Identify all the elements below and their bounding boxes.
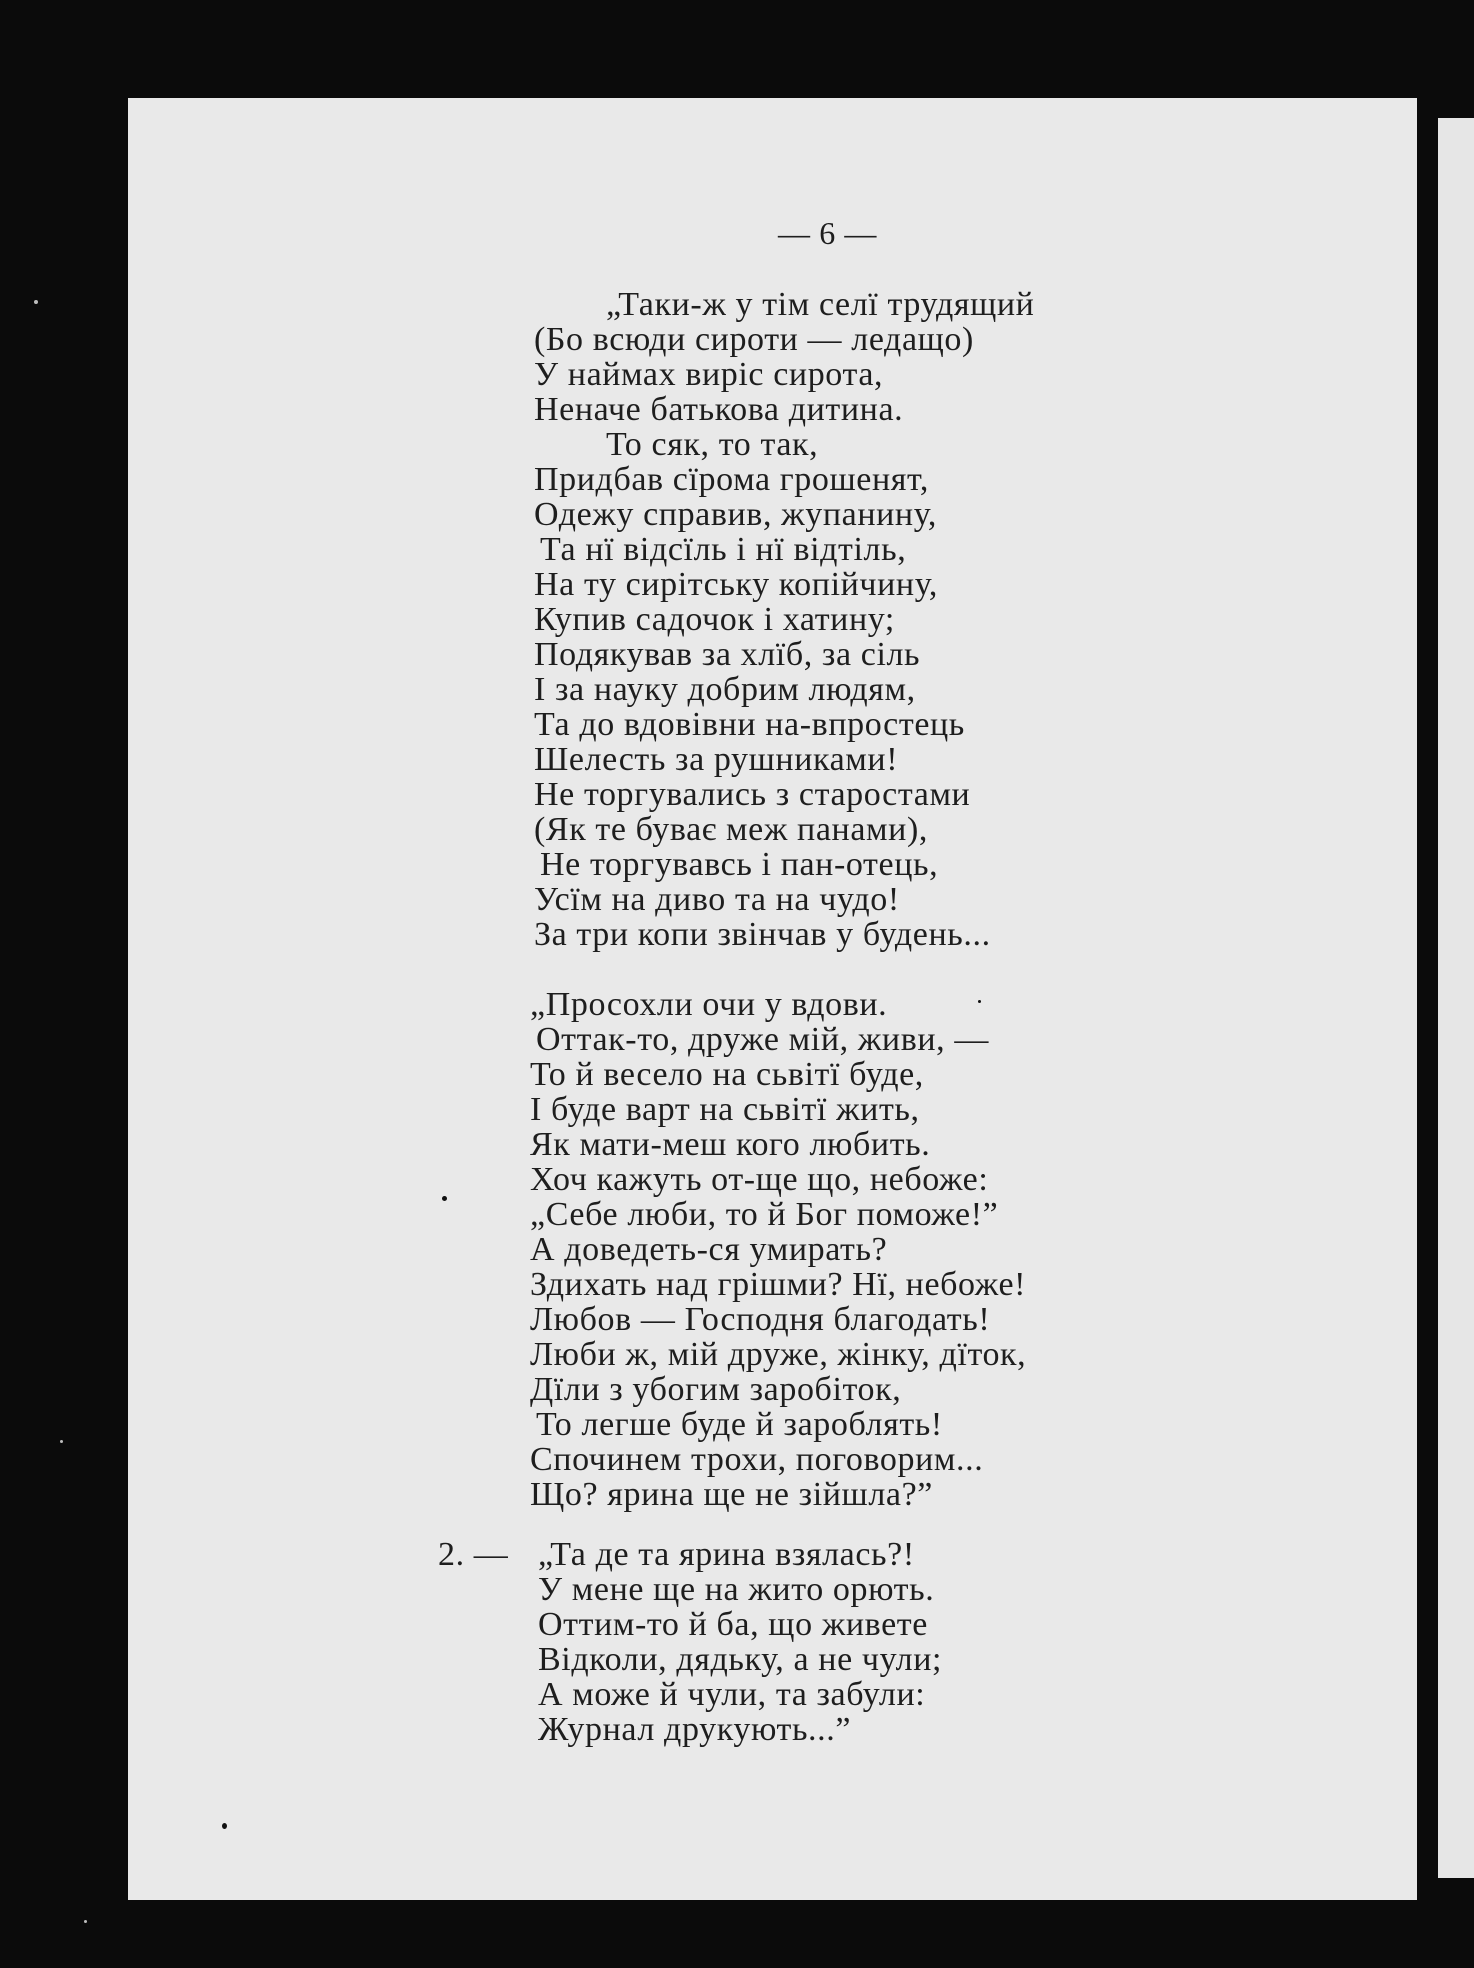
poem-line: Придбав сїрома грошенят, xyxy=(534,461,930,498)
ink-speck xyxy=(442,1196,447,1201)
poem-line: Як мати-меш кого любить. xyxy=(530,1126,931,1163)
poem-line: Здихать над грішми? Нї, небоже! xyxy=(530,1266,1027,1303)
poem-line: „Та де та ярина взялась?! xyxy=(538,1536,915,1573)
poem-line: (Бо всюди сироти — ледащо) xyxy=(534,321,974,358)
poem-line: А доведеть-ся умирать? xyxy=(530,1231,888,1268)
scan-speck xyxy=(34,300,38,304)
poem-line: А може й чули, та забули: xyxy=(538,1676,926,1713)
poem-line: То сяк, то так, xyxy=(606,426,819,463)
poem-line: Подякував за хлїб, за сіль xyxy=(534,636,921,673)
poem-line: Та до вдовівни на-впростець xyxy=(534,706,965,743)
poem-line: Хоч кажуть от-ще що, небоже: xyxy=(530,1161,989,1198)
poem-line: Усїм на диво та на чудо! xyxy=(534,881,900,918)
poem-line: Купив садочок і хатину; xyxy=(534,601,895,638)
poem-line: Журнал друкують...” xyxy=(538,1711,852,1748)
poem-line: У мене ще на жито орють. xyxy=(538,1571,935,1608)
facing-page-edge xyxy=(1438,118,1474,1878)
poem-line: Та нї відсїль і нї відтіль, xyxy=(540,531,907,568)
scan-speck xyxy=(84,1920,87,1923)
poem-line: І за науку добрим людям, xyxy=(534,671,916,708)
poem-line: Неначе батькова дитина. xyxy=(534,391,904,428)
poem-line: На ту сирітську копійчину, xyxy=(534,566,939,603)
stanza-1 xyxy=(534,287,1034,952)
poem-line: Дїли з убогим заробіток, xyxy=(530,1371,902,1408)
poem-line: Люби ж, мій друже, жінку, дїток, xyxy=(530,1336,1027,1373)
ink-speck xyxy=(978,1000,981,1003)
poem-line: Одежу справив, жупанину, xyxy=(534,496,938,533)
poem-line: Шелесть за рушниками! xyxy=(534,741,899,778)
poem-line: „Просохли очи у вдови. xyxy=(530,986,888,1023)
poem-line: Що? ярина ще не зійшла?” xyxy=(530,1476,933,1513)
poem-line: „Себе люби, то й Бог поможе!” xyxy=(530,1196,999,1233)
poem-line: Відколи, дядьку, а не чули; xyxy=(538,1641,943,1678)
stanza-2 xyxy=(530,987,1026,1512)
poem-line: То легше буде й зароблять! xyxy=(536,1406,943,1443)
poem-line: У наймах виріс сирота, xyxy=(534,356,884,393)
poem-line: Оттим-то й ба, що живете xyxy=(538,1606,928,1643)
poem-line: Любов — Господня благодать! xyxy=(530,1301,991,1338)
scan-speck xyxy=(60,1440,63,1443)
poem-line: Оттак-то, друже мій, живи, — xyxy=(536,1021,989,1058)
poem-line: І буде варт на сьвітї жить, xyxy=(530,1091,920,1128)
poem-line: (Як те буває меж панами), xyxy=(534,811,928,848)
poem-line: „Таки-ж у тім селї трудящий xyxy=(606,286,1035,323)
poem-line: За три копи звінчав у будень... xyxy=(534,916,991,953)
stanza-3 xyxy=(538,1537,942,1747)
poem-line: Не торгувавсь і пан-отець, xyxy=(540,846,939,883)
ink-speck xyxy=(222,1823,227,1829)
page-number: — 6 — xyxy=(778,215,877,251)
poem-line: То й весело на сьвітї буде, xyxy=(530,1056,924,1093)
poem-line: Не торгувались з старостами xyxy=(534,776,971,813)
poem-line: Спочинем трохи, поговорим... xyxy=(530,1441,984,1478)
section-marker: 2. — xyxy=(438,1536,509,1573)
